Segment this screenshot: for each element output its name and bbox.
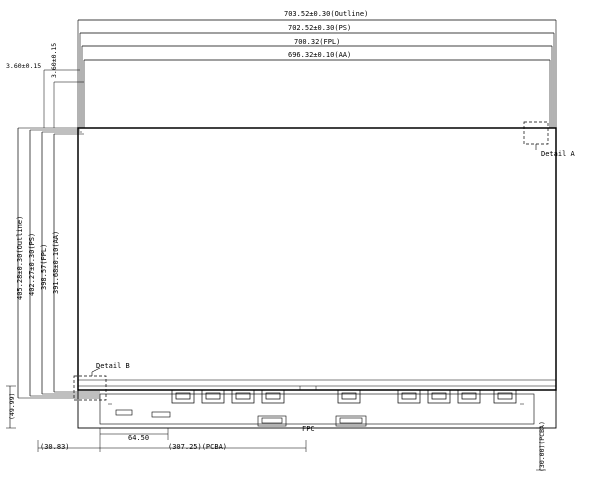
dim-label-right-vert: (30.00)(PCBA)	[538, 421, 546, 472]
pcba-strip	[78, 390, 556, 428]
dim-label-outline-h: 703.52±0.30(Outline)	[284, 10, 369, 18]
dim-label-fpl-v: 398.57(FPL)	[40, 243, 48, 290]
panel-outline	[78, 128, 556, 390]
detail-a-marker	[524, 122, 548, 144]
dim-label-ps-h: 702.52±0.30(PS)	[288, 24, 352, 32]
callout-detail-a: Detail A	[541, 150, 575, 158]
dim-label-top-left-b: 3.60±0.15	[50, 42, 58, 78]
bezel-ticks	[108, 386, 524, 404]
dim-label-ps-v: 402.27±0.30(PS)	[28, 232, 36, 296]
dim-label-left-offset: (30.83)	[40, 443, 70, 451]
dim-label-aa-v: 391.68±0.10(AA)	[52, 230, 60, 294]
driver-ic-blocks	[172, 390, 516, 403]
dim-label-left-vert: (49.99)	[8, 392, 16, 420]
pcba-board	[100, 394, 534, 424]
connector-pads	[116, 410, 366, 426]
dim-label-6450: 64.50	[128, 434, 150, 442]
dim-label-outline-v: 405.28±0.30(Outline)	[16, 215, 24, 300]
dim-label-top-left-a: 3.60±0.15	[6, 62, 42, 70]
callout-fpc: FPC	[302, 425, 315, 433]
dim-label-aa-h: 696.32±0.10(AA)	[288, 51, 352, 59]
dim-label-pcba: (307.25)(PCBA)	[168, 443, 228, 451]
detail-b-marker	[74, 376, 106, 400]
dim-label-fpl-h: 700.32(FPL)	[294, 38, 341, 46]
callout-detail-b: Detail B	[96, 362, 130, 370]
